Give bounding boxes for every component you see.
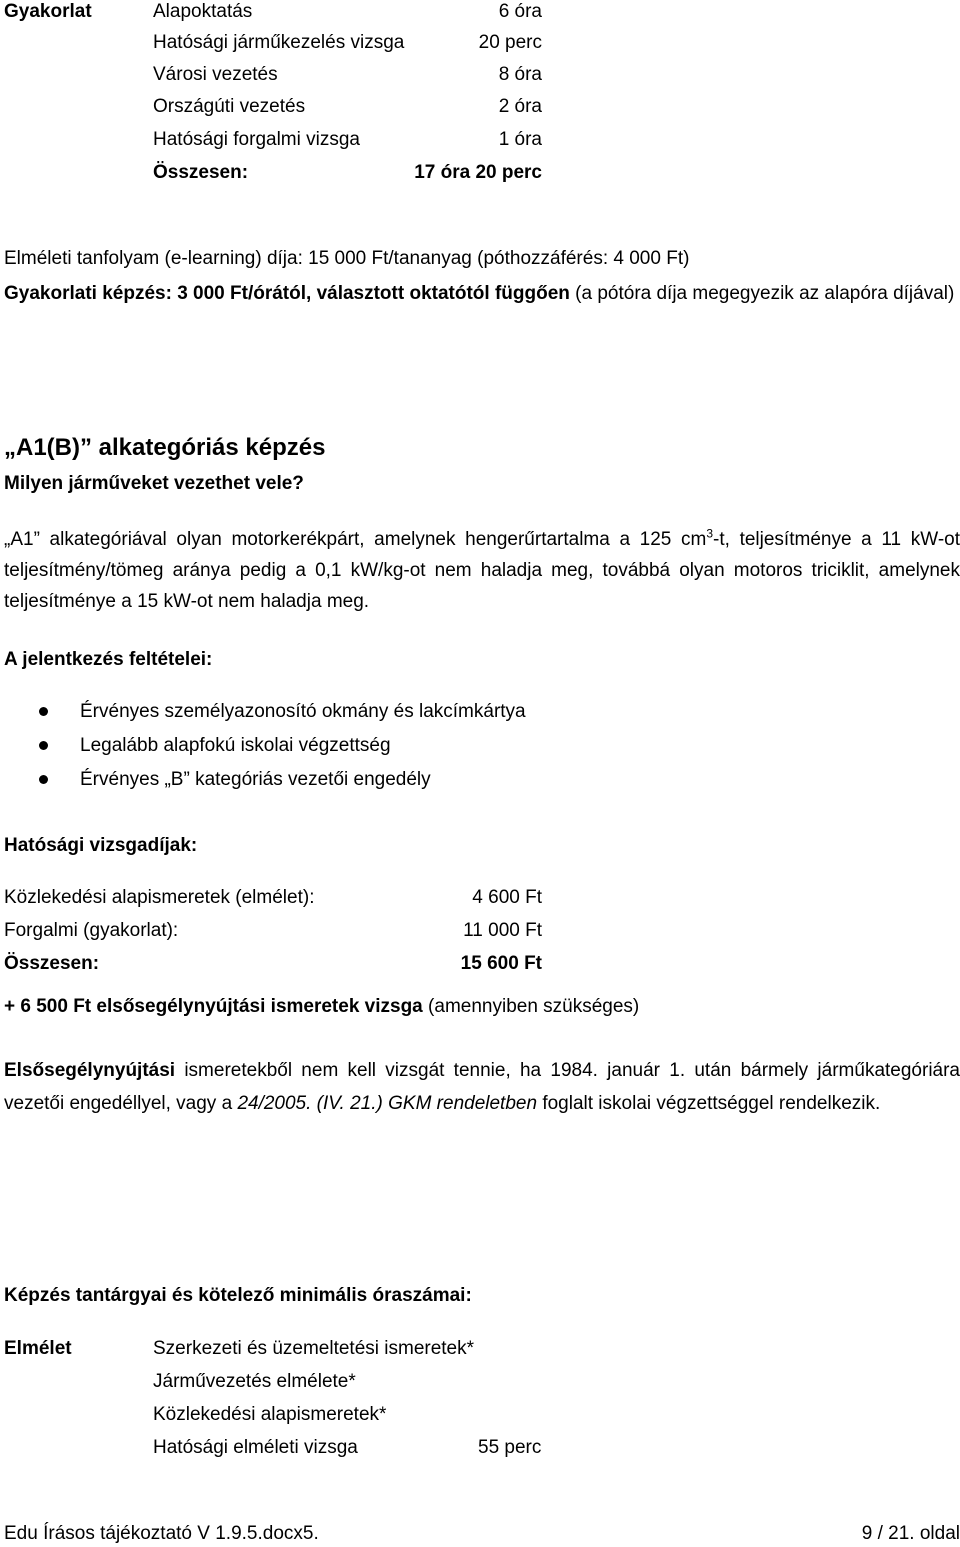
section-title: „A1(B)” alkategóriás képzés bbox=[4, 434, 326, 461]
subject-item: Közlekedési alapismeretek* bbox=[153, 1404, 387, 1425]
requirements-title: A jelentkezés feltételei: bbox=[4, 649, 213, 670]
practice-row-name: Városi vezetés bbox=[153, 64, 278, 85]
theory-fee: Elméleti tanfolyam (e-learning) díja: 15 000 Ft/tananyag (póthozzáférés: 4 000 Ft) bbox=[4, 248, 690, 269]
exam-duration: 55 perc bbox=[478, 1437, 542, 1458]
subject-item: Szerkezeti és üzemeltetési ismeretek* bbox=[153, 1338, 475, 1359]
exam-fees-title: Hatósági vizsgadíjak: bbox=[4, 835, 198, 856]
practice-fee-bold: Gyakorlati képzés: 3 000 Ft/órától, választott oktatótól függően bbox=[4, 283, 570, 304]
exam-total-value: 15 600 Ft bbox=[460, 953, 542, 974]
footer-page-number: 9 / 21. oldal bbox=[861, 1523, 960, 1544]
subject-item: Hatósági elméleti vizsga bbox=[153, 1437, 358, 1458]
practice-total-value: 17 óra 20 perc bbox=[414, 162, 542, 183]
practice-row-value: 8 óra bbox=[498, 64, 542, 85]
exam-fee-value: 11 000 Ft bbox=[463, 920, 542, 941]
first-aid-exam-bold: + 6 500 Ft elsősegélynyújtási ismeretek vizsga bbox=[4, 996, 423, 1017]
subjects-title: Képzés tantárgyai és kötelező minimális óraszámai: bbox=[4, 1285, 472, 1306]
first-aid-italic: 24/2005. (IV. 21.) GKM rendeletben bbox=[237, 1093, 538, 1114]
footer-document-name: Edu Írásos tájékoztató V 1.9.5.docx5. bbox=[4, 1523, 319, 1544]
bullet-icon bbox=[39, 741, 48, 750]
practice-total-label: Összesen: bbox=[153, 162, 249, 183]
first-aid-part1: ismeretekből nem kell vizsgát tennie, ha 1984. január 1. után bármely járműkategóriára vezetői engedéllyel, vagy a bbox=[4, 1060, 960, 1114]
practice-fee-rest: (a pótóra díja megegyezik az alapóra díjával) bbox=[569, 283, 955, 304]
desc-sup: 3 bbox=[706, 526, 714, 541]
desc-part1: „A1” alkategóriával olyan motorkerékpárt, amelynek hengerűrtartalma a 125 cm bbox=[4, 529, 707, 550]
exam-total-label: Összesen: bbox=[4, 953, 100, 974]
practice-row-name: Hatósági járműkezelés vizsga bbox=[153, 32, 405, 53]
desc-part2: -t, teljesítménye a 11 kW-ot teljesítmény/tömeg aránya pedig a 0,1 kW/kg-ot nem haladja meg, továbbá olyan motoros triciklit, amelynek teljesítménye a 15 kW-ot nem haladja meg. bbox=[4, 529, 960, 612]
vehicle-question: Milyen járműveket vezethet vele? bbox=[4, 473, 304, 494]
bullet-icon bbox=[39, 775, 48, 784]
practice-row-value: 1 óra bbox=[498, 129, 542, 150]
first-aid-exam-rest: (amennyiben szükséges) bbox=[422, 996, 640, 1017]
exam-fee-name: Forgalmi (gyakorlat): bbox=[4, 920, 179, 941]
practice-row-value: 2 óra bbox=[498, 96, 542, 117]
requirement-item: Érvényes személyazonosító okmány és lakcímkártya bbox=[80, 701, 526, 722]
practice-fee bbox=[4, 278, 960, 309]
vehicle-description bbox=[4, 524, 960, 617]
practice-row-name: Alapoktatás bbox=[153, 1, 253, 22]
subjects-label: Elmélet bbox=[4, 1338, 72, 1359]
practice-row-name: Hatósági forgalmi vizsga bbox=[153, 129, 360, 150]
first-aid-part2: foglalt iskolai végzettséggel rendelkezik. bbox=[537, 1093, 881, 1114]
exam-fee-name: Közlekedési alapismeretek (elmélet): bbox=[4, 887, 315, 908]
practice-row-name: Országúti vezetés bbox=[153, 96, 306, 117]
bullet-icon bbox=[39, 707, 48, 716]
first-aid-exam-line bbox=[4, 995, 639, 1019]
practice-label: Gyakorlat bbox=[4, 1, 92, 22]
requirement-item: Legalább alapfokú iskolai végzettség bbox=[80, 735, 391, 756]
practice-row-value: 6 óra bbox=[498, 1, 542, 22]
requirement-item: Érvényes „B” kategóriás vezetői engedély bbox=[80, 769, 431, 790]
first-aid-bold: Elsősegélynyújtási bbox=[4, 1060, 176, 1081]
practice-row-value: 20 perc bbox=[478, 32, 542, 53]
subject-item: Járművezetés elmélete* bbox=[153, 1371, 356, 1392]
first-aid-paragraph bbox=[4, 1054, 960, 1120]
exam-fee-value: 4 600 Ft bbox=[472, 887, 542, 908]
